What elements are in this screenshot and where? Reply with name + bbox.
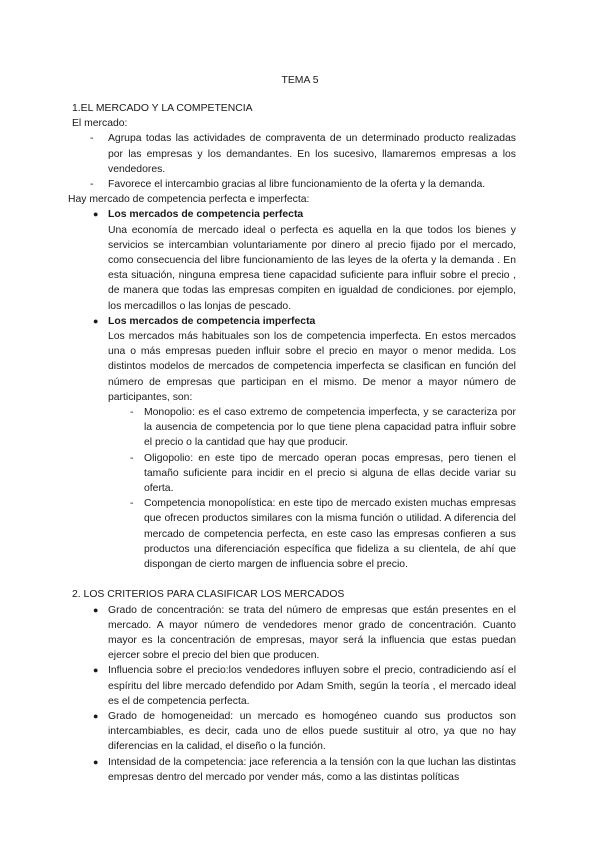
bullet-criterion-homogeneidad bbox=[72, 709, 516, 755]
market-types-intro: Hay mercado de competencia perfecta e imperfecta: bbox=[68, 194, 310, 206]
bullet-marker: ● bbox=[93, 209, 99, 220]
dash-item-2 bbox=[72, 177, 516, 192]
sub-item-text: Monopolio: es el caso extremo de competencia imperfecta, y se caracteriza por la ausencia de competencia por lo que tiene plena capacidad patra influir sobre el precio o la cantidad que hay que producir. bbox=[144, 407, 516, 449]
bullet-marker: ● bbox=[93, 756, 99, 767]
sub-item-monopolio bbox=[72, 405, 516, 451]
sub-item-text: Oligopolio: en este tipo de mercado operan pocas empresas, pero tienen el tamaño suficiente para incidir en el precio si alguna de ellas decide variar su oferta. bbox=[144, 452, 516, 495]
bullet-body: Grado de homogeneidad: un mercado es homogéneo cuando sus productos son intercambiables, es decir, cada uno de ellos puede sustituir al otro, ya que no hay diferencias en la calidad, el diseño o la función. bbox=[108, 710, 516, 753]
bullet-marker: ● bbox=[93, 604, 99, 615]
bullet-body: Una economía de mercado ideal o perfecta es aquella en la que todos los bienes y servicios se intercambian voluntariamente por dinero al precio fijado por el mercado, como consecuencia del libre funcionamiento de las leyes de la oferta y la demanda . En esta situación, ninguna empresa tiene capacidad suficiente para influir sobre el precio , de manera que todas las empresas compiten en igualdad de condiciones. por ejemplo, los mercadillos o las lonjas de pescado. bbox=[108, 224, 516, 312]
dash-marker: - bbox=[130, 407, 134, 419]
dash-item-text: Agrupa todas las actividades de compraventa de un determinado producto realizadas por las empresas y los demandantes. En los sucesivo, llamaremos empresas a los vendedores. bbox=[108, 133, 516, 175]
bullet-body: Intensidad de la competencia: jace referencia a la tensión con la que luchan las distintas empresas dentro del mercado por vender más, como a las distintas políticas bbox=[108, 756, 516, 783]
section-2-heading: 2. LOS CRITERIOS PARA CLASIFICAR LOS MERCADOS bbox=[72, 589, 345, 601]
bullet-criterion-concentracion bbox=[72, 603, 516, 664]
dash-marker: - bbox=[90, 133, 94, 145]
bullet-imperfect-competition bbox=[72, 314, 516, 405]
section-1-intro: El mercado: bbox=[72, 118, 128, 130]
bullet-body: Grado de concentración: se trata del número de empresas que están presentes en el mercado. A mayor número de vendedores menor grado de concentración. Cuanto mayor es la concentración de empresas, mayor será la influencia que estas puedan ejercer sobre el precio del bien que producen. bbox=[108, 604, 516, 662]
bullet-marker: ● bbox=[93, 315, 99, 326]
dash-marker: - bbox=[130, 498, 134, 510]
bullet-criterion-influencia bbox=[72, 663, 516, 709]
sub-item-text: Competencia monopolística: en este tipo de mercado existen muchas empresas que ofrecen productos similares con la misma función o utilidad. A diferencia del mercado de competencia perfecta, en este caso las empresas confieren a sus productos una diferenciación específica que fideliza a su clientela, de ahí que dispongan de cierto margen de influencia sobre el precio. bbox=[144, 498, 516, 571]
bullet-heading: Los mercados de competencia imperfecta bbox=[108, 315, 316, 327]
dash-marker: - bbox=[130, 452, 134, 464]
bullet-heading: Los mercados de competencia perfecta bbox=[108, 209, 304, 221]
document-body bbox=[68, 101, 516, 785]
bullet-perfect-competition bbox=[72, 207, 516, 313]
section-1-heading: 1.EL MERCADO Y LA COMPETENCIA bbox=[72, 103, 253, 114]
sub-item-competencia-monopolistica bbox=[72, 496, 516, 572]
sub-item-oligopolio bbox=[72, 451, 516, 497]
bullet-body: Los mercados más habituales son los de competencia imperfecta. En estos mercados una o más empresas pueden influir sobre el precio en mayor o menor medida. Los distintos modelos de mercados de competencia imperfecta se clasifican en función del número de empresas que participan en el mismo. De menor a mayor número de participantes, son: bbox=[108, 331, 516, 403]
dash-item-1 bbox=[72, 131, 516, 177]
dash-marker: - bbox=[90, 179, 94, 191]
page-title: TEMA 5 bbox=[281, 75, 319, 86]
section-spacer bbox=[72, 572, 516, 587]
bullet-marker: ● bbox=[93, 710, 99, 721]
bullet-marker: ● bbox=[93, 665, 99, 676]
dash-item-text: Favorece el intercambio gracias al libre funcionamiento de la oferta y la demanda. bbox=[108, 179, 486, 191]
bullet-body: Influencia sobre el precio:los vendedores influyen sobre el precio, contradiciendo así el espíritu del libre mercado defendido por Adam Smith, según la teoría , el mercado ideal es el de competencia perfecta. bbox=[108, 665, 516, 707]
bullet-criterion-intensidad bbox=[72, 755, 516, 785]
